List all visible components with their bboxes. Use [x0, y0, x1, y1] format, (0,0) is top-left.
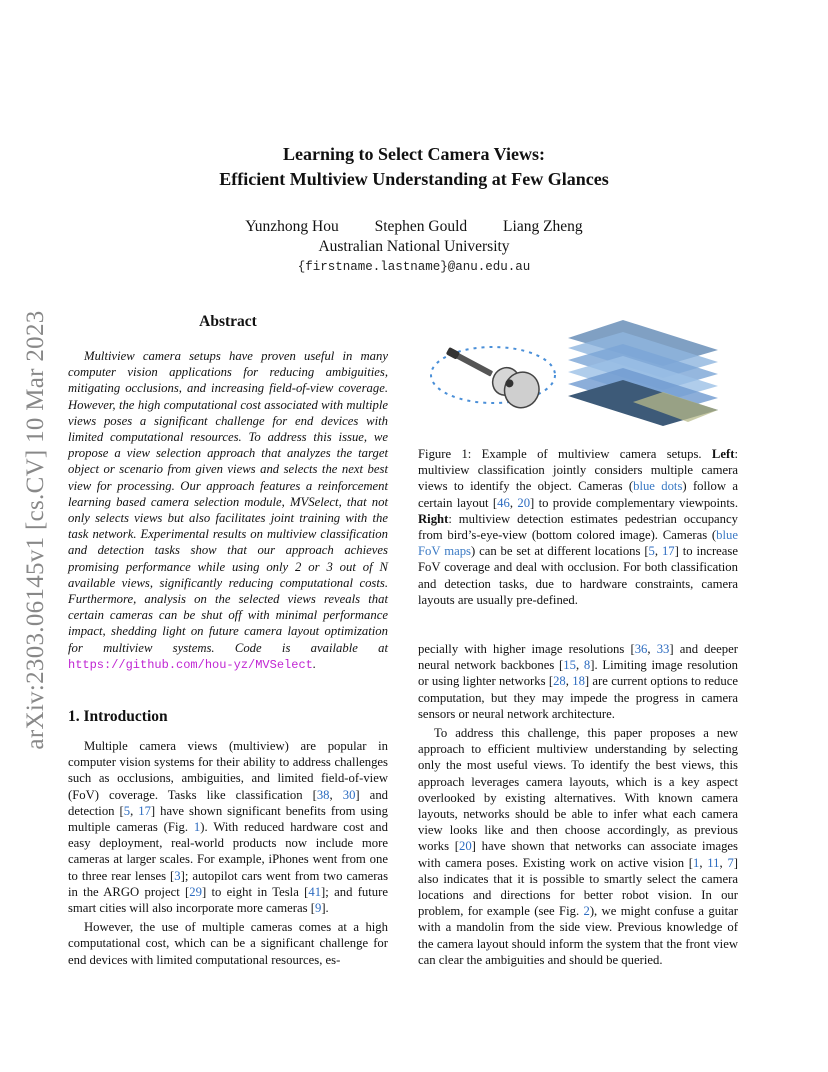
- paragraph-text: ].: [321, 901, 329, 916]
- caption-text: ] to increase FoV coverage and deal with occlusion. For both classification and detection tasks, due to hardware constraints, camera layouts are usually pre-defined.: [418, 544, 738, 607]
- abstract-end: .: [312, 656, 317, 671]
- title-line-2: Efficient Multiview Understanding at Few Glances: [219, 169, 609, 189]
- paragraph-text: ), we might confuse a guitar with a mandolin from the side view. Previous knowledge of the camera layout should inform the system that the front view can clear the ambiguities and should be queried.: [418, 904, 739, 967]
- arxiv-sidebar: [16, 300, 56, 760]
- paper-title: [0, 142, 828, 192]
- citation-link[interactable]: 30: [342, 787, 356, 802]
- citation-link[interactable]: 17: [661, 544, 675, 559]
- citation-link[interactable]: 11: [707, 855, 720, 870]
- author-2: Stephen Gould: [374, 218, 468, 235]
- citation-link[interactable]: 33: [656, 642, 670, 656]
- paragraph-text: To address this challenge, this paper proposes a new approach to efficient multiview understanding by selecting only the most useful views. To identify the best views, this approach leverages camera layouts, which is a key aspect overlooked by existing alternatives. With known camera layouts, networks should be able to infer what each camera view looks like and then choose accordingly, as previous works [: [418, 726, 738, 854]
- paragraph-text: ] have shown that networks can associate images with camera poses. Existing work on active vision [: [418, 839, 738, 870]
- citation-link[interactable]: 5: [648, 544, 655, 559]
- paragraph-text: ] also indicates that it is possible to smartly select the camera locations and directions for better robot vision. In our problem, for example (see Fig.: [418, 855, 739, 919]
- intro-paragraph-2: However, the use of multiple cameras comes at a high computational cost, which can be a significant challenge for end devices with limited computational resources, es-: [68, 920, 388, 967]
- intro-paragraph-4: To address this challenge, this paper proposes a new approach to efficient multiview understanding by selecting only the most useful views. To identify the best views, this approach leverages camera layouts, which is a key aspect overlooked by existing alternatives. With known camera layouts, networks should be able to infer what each camera view looks like and then choose accordingly, as previous works [20] have shown that networks can associate images with camera poses. Existing work on active vision [1, 11, 7] also indicates that it is possible to smartly select the camera locations and directions for better robot vision. In our problem, for example (see Fig. 2), we might confuse a guitar with a mandolin from the side view. Previous knowledge of the camera layout should inform the system that the front view can clear the ambiguities and should be queried.: [418, 726, 739, 967]
- fov-map-stack: [568, 320, 718, 426]
- figure-link[interactable]: 2: [583, 904, 590, 919]
- citation-link[interactable]: 5: [123, 803, 131, 818]
- intro-column-left: [68, 738, 388, 968]
- caption-right-label: Right: [418, 511, 449, 526]
- author-list: [0, 218, 828, 236]
- paragraph-text: ]. Limiting image resolution or using lighter networks [: [418, 658, 738, 689]
- author-3: Liang Zheng: [503, 218, 583, 235]
- title-line-1: Learning to Select Camera Views:: [283, 144, 545, 164]
- intro-paragraph-1: Multiple camera views (multiview) are popular in computer vision systems for their ability to address challenges such as occlusions, ambiguities, and limited field-of-view (FoV) coverage. Tasks like classification [38, 30] and detection [5, 17] have shown significant benefits from using multiple cameras (Fig. 1). With reduced hardware cost and easy deployment, real-world products now include more cameras at larger scales. For example, iPhones went from one to three rear lenses [3]; autopilot cars went from two cameras in the ARGO project [29] to eight in Tesla [41]; and future smart cities will also incorporate more cameras [9].: [68, 739, 389, 916]
- abstract-body: [68, 348, 388, 673]
- figure-1-image: [418, 318, 738, 438]
- paragraph-text: ]; and future smart cities will also incorporate more cameras [: [68, 884, 389, 916]
- caption-text: ] to provide complementary viewpoints.: [530, 495, 739, 510]
- code-link[interactable]: https://github.com/hou-yz/MVSelect: [68, 657, 313, 672]
- intro-column-right: [418, 641, 738, 968]
- author-1: Yunzhong Hou: [245, 218, 339, 235]
- paragraph-text: ] to eight in Tesla [: [201, 884, 309, 899]
- figure-link[interactable]: 1: [193, 820, 201, 835]
- abstract-heading: Abstract: [199, 313, 257, 330]
- citation-link[interactable]: 17: [138, 803, 151, 818]
- paragraph-text: Multiple camera views (multiview) are popular in computer vision systems for their ability to address challenges such as occlusions, ambiguities, and limited field-of-view (FoV) coverage. Tasks like classification [: [68, 739, 388, 802]
- citation-link[interactable]: 3: [174, 868, 181, 883]
- citation-link[interactable]: 28: [553, 674, 566, 689]
- caption-text: Example of multiview camera setups.: [471, 447, 712, 461]
- citation-link[interactable]: 20: [517, 495, 531, 510]
- arxiv-id: arXiv:2303.06145v1 [cs.CV] 10 Mar 2023: [22, 310, 49, 750]
- citation-link[interactable]: 36: [634, 642, 648, 656]
- caption-text: ) follow a certain layout [: [418, 479, 739, 510]
- section-heading-introduction: 1. Introduction: [68, 708, 168, 725]
- author-email: {firstname.lastname}@anu.edu.au: [297, 260, 531, 274]
- intro-paragraph-3: pecially with higher image resolutions [36, 33] and deeper neural network backbones [15, 8]. Limiting image resolution or using lighter networks [28, 18] are current options to reduce computation, but they may impede the progress in camera sensors or neural network architecture.: [418, 642, 739, 721]
- citation-link[interactable]: 18: [572, 674, 585, 689]
- paragraph-text: ). With reduced hardware cost and easy deployment, real-world products now include more cameras at larger scales. For example, iPhones went from one to three rear lenses [: [68, 820, 388, 883]
- figure-1-caption: Figure 1: Example of multiview camera setups. Left: multiview classification jointly considers multiple camera views to identify the object. Cameras (blue dots) follow a certain layout [46, 20] to provide complementary viewpoints. Right: multiview detection estimates pedestrian occupancy from bird’s-eye-view (bottom colored image). Cameras (blue FoV maps) can be set at different locations [5, 17] to increase FoV coverage and deal with occlusion. For both classification and detection tasks, due to hardware constraints, camera layouts are usually pre-defined.: [418, 447, 739, 607]
- citation-link[interactable]: 8: [583, 658, 591, 673]
- paragraph-text: pecially with higher image resolutions [: [418, 642, 635, 656]
- caption-text: : multiview classification jointly considers multiple camera views to identify the object. Cameras (: [418, 447, 738, 494]
- citation-link[interactable]: 46: [497, 495, 510, 510]
- guitar-camera-ring: [431, 335, 555, 414]
- caption-blue-fov: blue FoV maps: [418, 528, 738, 559]
- caption-text: : multiview detection estimates pedestrian occupancy from bird’s-eye-view (bottom colored image). Cameras (: [418, 511, 738, 543]
- citation-link[interactable]: 1: [693, 855, 700, 870]
- figure-label: Figure 1:: [418, 447, 472, 461]
- citation-link[interactable]: 38: [316, 787, 330, 802]
- paragraph-text: ] have shown significant benefits from using multiple cameras (Fig.: [68, 803, 388, 835]
- citation-link[interactable]: 9: [314, 901, 322, 916]
- citation-link[interactable]: 29: [189, 884, 202, 899]
- caption-left-label: Left: [711, 447, 735, 461]
- paragraph-text: ] and detection [: [68, 787, 389, 818]
- paragraph-text: ] are current options to reduce computation, but they may impede the progress in camera sensors or neural network architecture.: [418, 674, 739, 721]
- citation-link[interactable]: 20: [458, 839, 472, 854]
- caption-blue-dots: blue dots: [633, 479, 683, 494]
- citation-link[interactable]: 15: [563, 658, 576, 673]
- paragraph-text: ]; autopilot cars went from two cameras in the ARGO project [: [68, 868, 389, 899]
- affiliation: Australian National University: [318, 238, 510, 255]
- citation-link[interactable]: 7: [727, 855, 734, 870]
- caption-text: ) can be set at different locations [: [470, 544, 649, 559]
- paragraph-text: ] and deeper neural network backbones [: [418, 642, 738, 673]
- citation-link[interactable]: 41: [308, 884, 322, 899]
- abstract-text: Multiview camera setups have proven useful in many computer vision applications for reducing ambiguities, mitigating occlusions, and increasing field-of-view coverage. However, the high computational cost associated with multiple views poses a significant challenge for end devices with limited computational resources. To address this issue, we propose a view selection approach that analyzes the target object or scenario from given views and selects the next best view for processing. Our approach features a reinforcement learning based camera selection module, MVSelect, that not only selects views but also facilitates joint training with the task network. Experimental results on multiview classification and detection tasks show that our approach achieves promising performance while using only 2 or 3 out of N available views, significantly reducing computational costs. Furthermore, analysis on the selected views reveals that certain cameras can be shut off with minimal performance impact, shedding light on future camera layout optimization for multiview systems. Code is available at: [68, 349, 388, 655]
